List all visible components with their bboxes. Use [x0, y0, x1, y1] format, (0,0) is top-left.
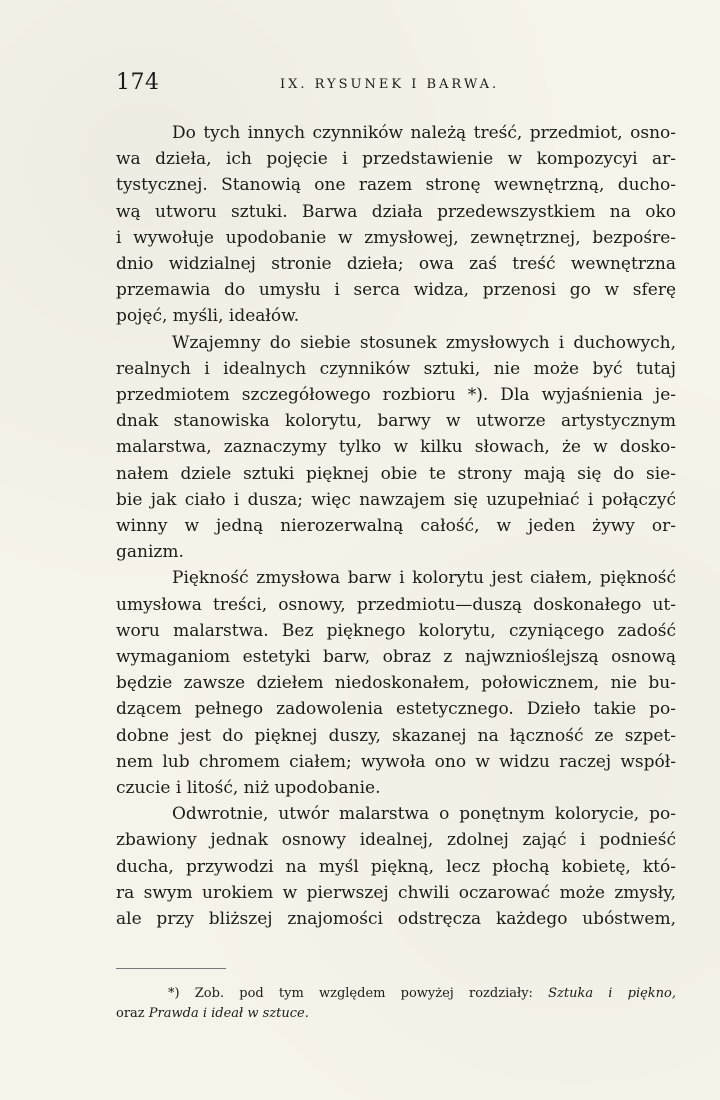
- text-line: ganizm.: [116, 542, 184, 563]
- text-line: umysłowa treści, osnowy, przedmiotu—duszą doskonałego ut-: [116, 594, 676, 615]
- text-line: woru malarstwa. Bez pięknego kolorytu, czyniącego zadość: [116, 620, 676, 641]
- text-line: nem lub chromem ciałem; wywoła ono w widzu raczej współ-: [116, 751, 676, 772]
- text-line: przedmiotem szczegółowego rozbioru *). Dla wyjaśnienia je-: [116, 385, 676, 406]
- text-line: ale przy bliższej znajomości odstręcza każdego ubóstwem,: [116, 909, 676, 930]
- running-head: IX. RYSUNEK I BARWA.: [280, 77, 500, 92]
- paragraph-3: [116, 565, 676, 801]
- text-line: przemawia do umysłu i serca widza, przenosi go w sferę: [116, 280, 676, 301]
- footnote-marker: *): [168, 986, 180, 1001]
- footnote: [116, 984, 676, 1024]
- footnote-text: Zob. pod tym względem powyżej rozdziały:: [194, 986, 533, 1001]
- text-line: dnio widzialnej stronie dzieła; owa zaś treść wewnętrzna: [116, 254, 676, 275]
- text-line: nałem dziele sztuki pięknej obie te strony mają się do sie-: [116, 463, 676, 484]
- text-line: Odwrotnie, utwór malarstwa o ponętnym kolorycie, po-: [172, 804, 676, 825]
- text-line: realnych i idealnych czynników sztuki, nie może być tutaj: [116, 358, 676, 379]
- page-number: 174: [116, 70, 160, 95]
- footnote-line: [116, 984, 676, 1004]
- footnote-divider: [116, 968, 226, 969]
- text-line: zbawiony jednak osnowy idealnej, zdolnej zająć i podnieść: [116, 830, 676, 851]
- footnote-prefix: oraz: [116, 1006, 145, 1021]
- text-line: dobne jest do pięknej duszy, skazanej na łączność ze szpet-: [116, 725, 676, 746]
- text-line: winny w jedną nierozerwalną całość, w jeden żywy or-: [116, 516, 676, 537]
- paragraph-2: [116, 330, 676, 566]
- text-line: dzącem pełnego zadowolenia estetycznego. Dzieło takie po-: [116, 699, 676, 720]
- paragraph-1: [116, 120, 676, 330]
- page-header: [116, 70, 676, 100]
- text-line: i wywołuje upodobanie w zmysłowej, zewnętrznej, bezpośre-: [116, 227, 676, 248]
- text-line: dnak stanowiska kolorytu, barwy w utworze artystycznym: [116, 411, 676, 432]
- text-line: czucie i litość, niż upodobanie.: [116, 778, 381, 799]
- text-line: ducha, przywodzi na myśl piękną, lecz płochą kobietę, któ-: [116, 856, 676, 877]
- paragraph-4: [116, 801, 676, 932]
- body-text: [116, 120, 676, 932]
- text-line: malarstwa, zaznaczymy tylko w kilku słowach, że w dosko-: [116, 437, 676, 458]
- text-line: ra swym urokiem w pierwszej chwili oczarować może zmysły,: [116, 882, 676, 903]
- text-line: tystycznej. Stanowią one razem stronę wewnętrzną, ducho-: [116, 175, 676, 196]
- text-line: wymaganiom estetyki barw, obraz z najwznioślejszą osnową: [116, 647, 676, 668]
- text-line: wa dzieła, ich pojęcie i przedstawienie w kompozycyi ar-: [116, 149, 676, 170]
- text-line: Do tych innych czynników należą treść, przedmiot, osno-: [172, 123, 676, 143]
- text-line: Piękność zmysłowa barw i kolorytu jest ciałem, piękność: [172, 568, 676, 589]
- text-line: pojęć, myśli, ideałów.: [116, 306, 300, 327]
- text-line: będzie zawsze dziełem niedoskonałem, połowicznem, nie bu-: [116, 673, 676, 694]
- footnote-italic-title-2: Prawda i ideał w sztuce.: [148, 1006, 309, 1021]
- footnote-italic-title: Sztuka i piękno,: [548, 986, 676, 1001]
- footnote-line: [116, 1004, 676, 1024]
- text-line: wą utworu sztuki. Barwa działa przedewszystkiem na oko: [116, 201, 676, 222]
- text-line: bie jak ciało i dusza; więc nawzajem się uzupełniać i połączyć: [116, 489, 676, 510]
- text-line: Wzajemny do siebie stosunek zmysłowych i duchowych,: [172, 332, 676, 353]
